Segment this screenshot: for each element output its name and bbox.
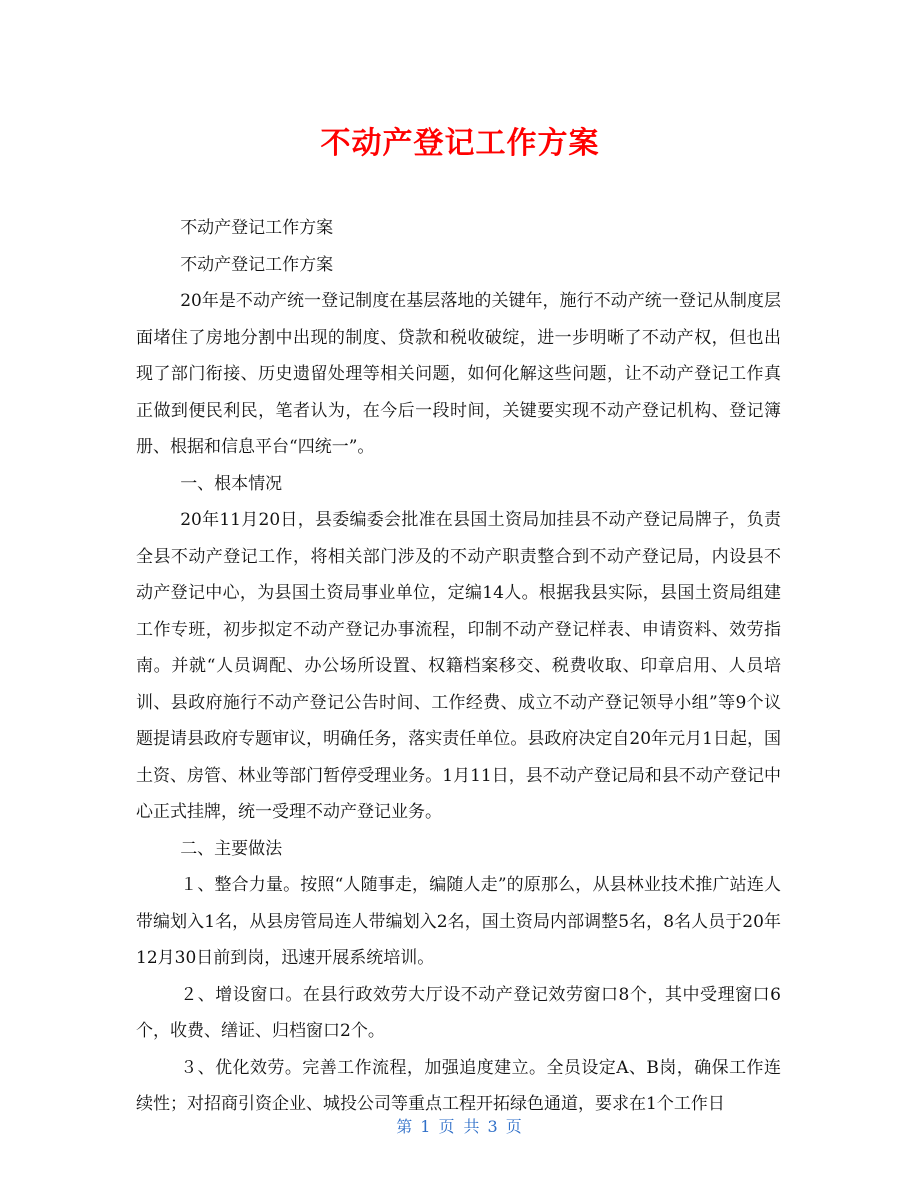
footer-suffix: 页 (505, 1117, 524, 1136)
paragraph-practice-1: １、整合力量。按照“人随事走，编随人走”的原那么，从县林业技术推广站连人带编划入1名，从县房管局连人带编划入2名，国土资局内部调整5名，8名人员于20年12月30日前到岗，迅速开展系统培训。 (136, 875, 781, 968)
footer-page-number: 1 (420, 1117, 433, 1136)
paragraph-practice-2: ２、增设窗口。在县行政效劳大厅设不动产登记效劳窗口8个，其中受理窗口6个，收费、缮证、归档窗口2个。 (136, 984, 781, 1041)
document-title: 不动产登记工作方案 (320, 126, 600, 161)
page-footer (0, 1114, 920, 1137)
footer-middle: 页 共 (438, 1117, 482, 1136)
footer-prefix: 第 (396, 1117, 415, 1136)
document-body (136, 210, 781, 1123)
section-heading-main-practices: 二、主要做法 (180, 838, 283, 859)
paragraph-basic-situation: 20年11月20日，县委编委会批准在县国土资局加挂县不动产登记局牌子，负责全县不动产登记工作，将相关部门涉及的不动产职责整合到不动产登记局，内设县不动产登记中心，为县国土资局事业单位，定编14人。根据我县实际，县国土资局组建工作专班，初步拟定不动产登记办事流程，印制不动产登记样表、申请资料、效劳指南。并就“人员调配、办公场所设置、权籍档案移交、税费收取、印章启用、人员培训、县政府施行不动产登记公告时间、工作经费、成立不动产登记领导小组”等9个议题提请县政府专题审议，明确任务，落实责任单位。县政府决定自20年元月1日起，国土资、房管、林业等部门暂停受理业务。1月11日，县不动产登记局和县不动产登记中心正式挂牌，统一受理不动产登记业务。 (136, 510, 781, 822)
paragraph-subtitle-2: 不动产登记工作方案 (180, 254, 334, 275)
section-heading-basic-situation: 一、根本情况 (180, 473, 283, 494)
paragraph-practice-3: ３、优化效劳。完善工作流程，加强追度建立。全员设定A、B岗，确保工作连续性；对招商引资企业、城投公司等重点工程开拓绿色通道，要求在1个工作日 (136, 1057, 781, 1114)
paragraph-subtitle-1: 不动产登记工作方案 (180, 218, 334, 238)
footer-total-pages: 3 (487, 1117, 500, 1136)
paragraph-intro: 20年是不动产统一登记制度在基层落地的关键年，施行不动产统一登记从制度层面堵住了房地分割中出现的制度、贷款和税收破绽，进一步明晰了不动产权，但也出现了部门衔接、历史遗留处理等相关问题，如何化解这些问题，让不动产登记工作真正做到便民利民，笔者认为，在今后一段时间，关键要实现不动产登记机构、登记簿册、根据和信息平台“四统一”。 (136, 291, 781, 457)
